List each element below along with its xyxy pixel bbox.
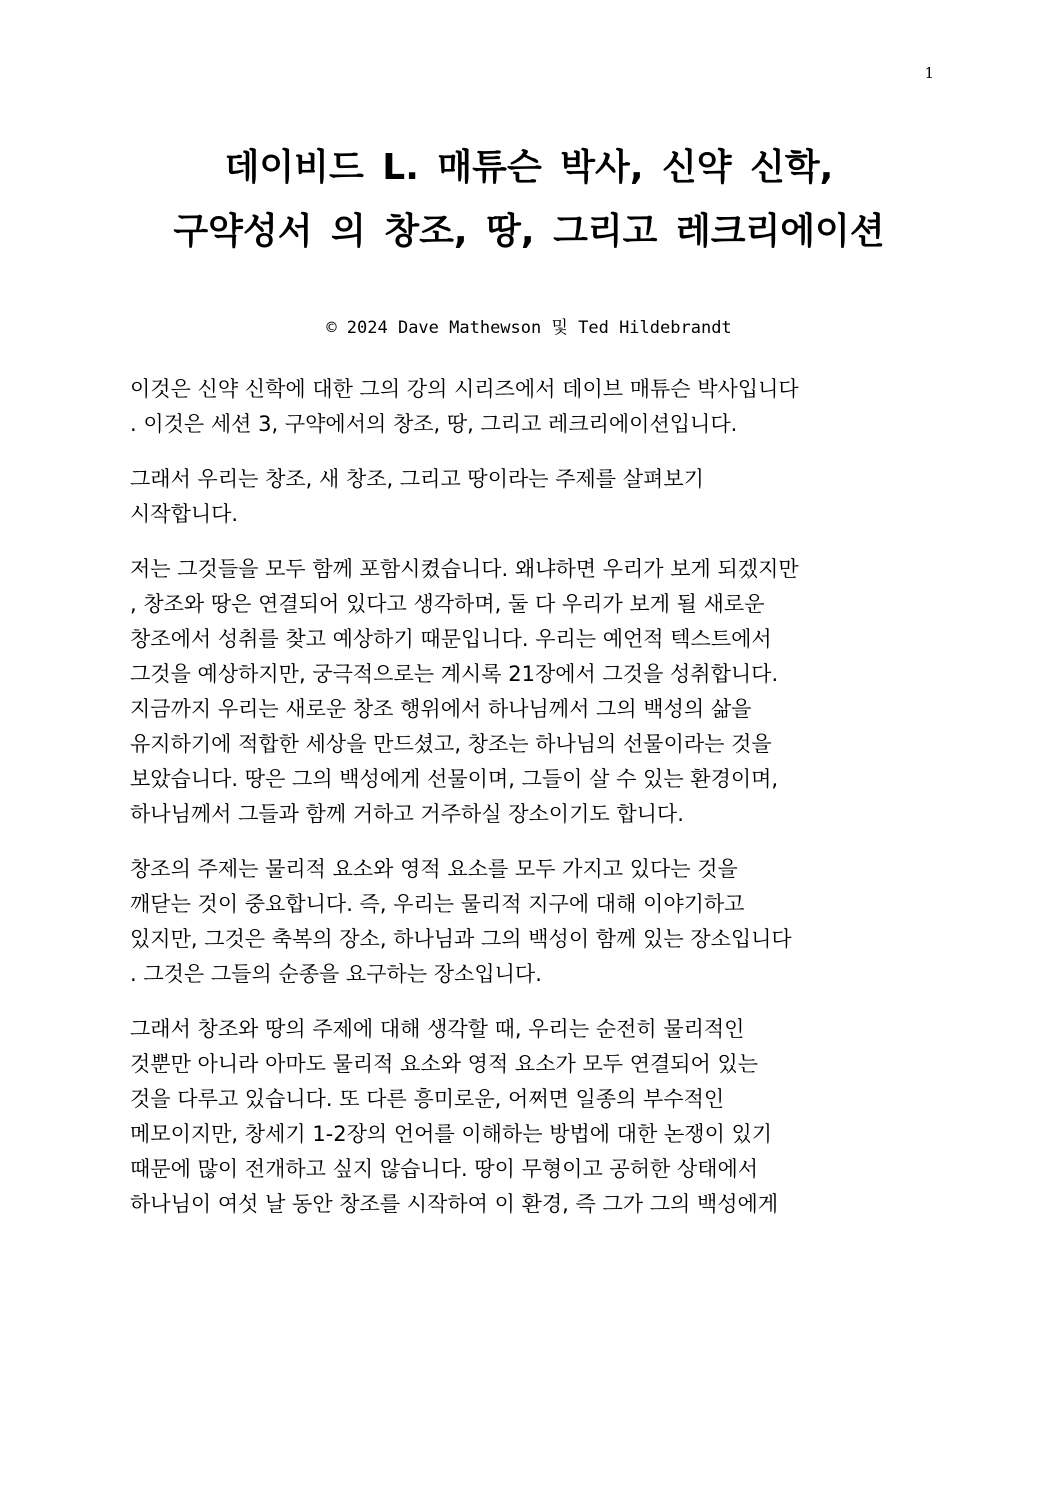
- text-line: . 이것은 세션 3, 구약에서의 창조, 땅, 그리고 레크리에이션입니다.: [130, 412, 738, 436]
- copyright-notice: © 2024 Dave Mathewson 및 Ted Hildebrandt: [326, 318, 732, 338]
- document-title: [0, 136, 1058, 264]
- text-line: , 창조와 땅은 연결되어 있다고 생각하며, 둘 다 우리가 보게 될 새로운: [130, 592, 765, 616]
- text-line: 지금까지 우리는 새로운 창조 행위에서 하나님께서 그의 백성의 삶을: [130, 697, 752, 721]
- page-number: 1: [924, 64, 934, 82]
- paragraph-genesis: [130, 1012, 930, 1222]
- text-line: 그래서 창조와 땅의 주제에 대해 생각할 때, 우리는 순전히 물리적인: [130, 1017, 745, 1041]
- text-line: 시작합니다.: [130, 502, 239, 526]
- title-line: 구약성서 의 창조, 땅, 그리고 레크리에이션: [173, 211, 885, 252]
- paragraph-intro: [130, 372, 930, 442]
- text-line: 그래서 우리는 창조, 새 창조, 그리고 땅이라는 주제를 살펴보기: [130, 467, 704, 491]
- paragraph-creation-land: [130, 552, 930, 832]
- title-line: 데이비드 L. 매튜슨 박사, 신약 신학,: [224, 147, 834, 188]
- text-line: 창조에서 성취를 찾고 예상하기 때문입니다. 우리는 예언적 텍스트에서: [130, 627, 772, 651]
- text-line: 것을 다루고 있습니다. 또 다른 흥미로운, 어쩌면 일종의 부수적인: [130, 1087, 725, 1111]
- text-line: 메모이지만, 창세기 1-2장의 언어를 이해하는 방법에 대한 논쟁이 있기: [130, 1122, 773, 1146]
- text-line: 하나님께서 그들과 함께 거하고 거주하실 장소이기도 합니다.: [130, 802, 684, 826]
- text-line: 창조의 주제는 물리적 요소와 영적 요소를 모두 가지고 있다는 것을: [130, 857, 738, 881]
- text-line: . 그것은 그들의 순종을 요구하는 장소입니다.: [130, 962, 542, 986]
- paragraph-topic: [130, 462, 930, 532]
- text-line: 때문에 많이 전개하고 싶지 않습니다. 땅이 무형이고 공허한 상태에서: [130, 1157, 759, 1181]
- text-line: 보았습니다. 땅은 그의 백성에게 선물이며, 그들이 살 수 있는 환경이며,: [130, 767, 779, 791]
- text-line: 유지하기에 적합한 세상을 만드셨고, 창조는 하나님의 선물이라는 것을: [130, 732, 772, 756]
- paragraph-physical-spiritual: [130, 852, 930, 992]
- text-line: 하나님이 여섯 날 동안 창조를 시작하여 이 환경, 즉 그가 그의 백성에게: [130, 1192, 779, 1216]
- text-line: 깨닫는 것이 중요합니다. 즉, 우리는 물리적 지구에 대해 이야기하고: [130, 892, 745, 916]
- text-line: 것뿐만 아니라 아마도 물리적 요소와 영적 요소가 모두 연결되어 있는: [130, 1052, 759, 1076]
- text-line: 저는 그것들을 모두 함께 포함시켰습니다. 왜냐하면 우리가 보게 되겠지만: [130, 557, 799, 581]
- text-line: 이것은 신약 신학에 대한 그의 강의 시리즈에서 데이브 매튜슨 박사입니다: [130, 377, 799, 401]
- body-text: [130, 372, 930, 1242]
- text-line: 그것을 예상하지만, 궁극적으로는 계시록 21장에서 그것을 성취합니다.: [130, 662, 779, 686]
- text-line: 있지만, 그것은 축복의 장소, 하나님과 그의 백성이 함께 있는 장소입니다: [130, 927, 792, 951]
